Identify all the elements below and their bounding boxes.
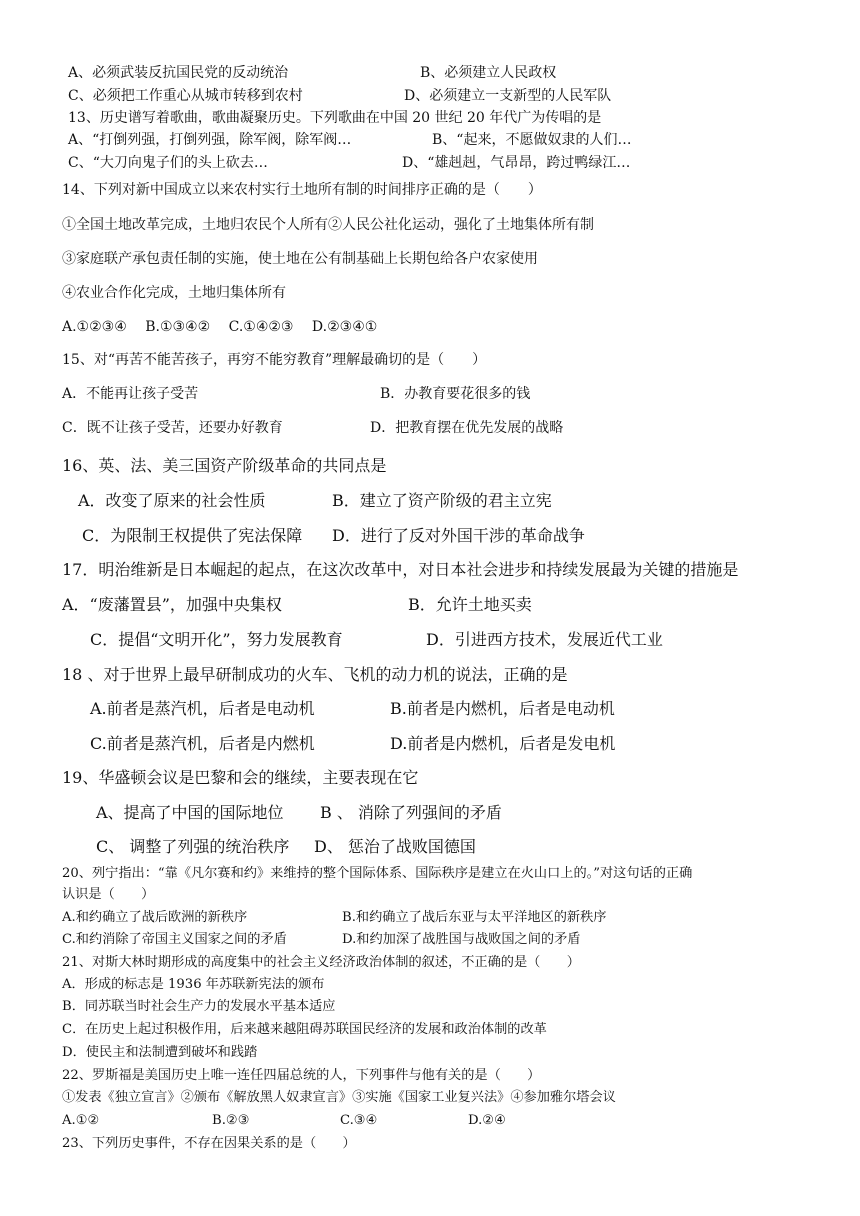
q17-stem: 17．明治维新是日本崛起的起点，在这次改革中，对日本社会进步和持续发展最为关键的措施是 — [62, 560, 739, 579]
q22-option-b: B.②③ — [212, 1113, 250, 1128]
q12-option-b: B、必须建立人民政权 — [420, 65, 557, 81]
q14-item-3: ④农业合作化完成，土地归集体所有 — [62, 285, 286, 301]
q14-item-1: ①全国土地改革完成，土地归农民个人所有②人民公社化运动，强化了土地集体所有制 — [62, 217, 594, 233]
q15-stem: 15、对“再苦不能苦孩子，再穷不能穷教育”理解最确切的是（ ） — [62, 352, 487, 368]
q15-option-a: A．不能再让孩子受苦 — [62, 386, 199, 402]
q13-stem: 13、历史谱写着歌曲，歌曲凝聚历史。下列歌曲在中国 20 世纪 20 年代广为传唱的是 — [68, 110, 602, 126]
q18-option-d: D.前者是内燃机，后者是发电机 — [390, 734, 616, 753]
q22-option-a: A.①② — [62, 1113, 100, 1128]
q18-option-a: A.前者是蒸汽机，后者是电动机 — [90, 699, 315, 718]
q20-option-d: D.和约加深了战胜国与战败国之间的矛盾 — [342, 932, 581, 947]
q16-option-a: A．改变了原来的社会性质 — [78, 491, 266, 510]
q21-option-b: B．同苏联当时社会生产力的发展水平基本适应 — [62, 999, 336, 1014]
q21-option-a: A．形成的标志是 1936 年苏联新宪法的颁布 — [62, 977, 325, 992]
q17-option-b: B．允许土地买卖 — [408, 595, 532, 614]
q19-option-b: B 、 消除了列强间的矛盾 — [320, 803, 502, 822]
q20-option-a: A.和约确立了战后欧洲的新秩序 — [62, 910, 248, 925]
q20-stem-line-1: 20、列宁指出：“靠《凡尔赛和约》来维持的整个国际体系、国际秩序是建立在火山口上的。”对这句话的正确 — [62, 866, 693, 881]
q20-option-b: B.和约确立了战后东亚与太平洋地区的新秩序 — [342, 910, 607, 925]
q23-stem: 23、下列历史事件，不存在因果关系的是（ ） — [62, 1136, 356, 1151]
q13-option-a: A、“打倒列强，打倒列强，除军阀，除军阀… — [68, 132, 352, 148]
q18-option-b: B.前者是内燃机，后者是电动机 — [390, 699, 615, 718]
q16-option-c: C．为限制王权提供了宪法保障 — [82, 526, 303, 545]
q22-items: ①发表《独立宣言》②颁布《解放黑人奴隶宣言》③实施《国家工业复兴法》④参加雅尔塔会议 — [62, 1090, 616, 1105]
q22-stem: 22、罗斯福是美国历史上唯一连任四届总统的人，下列事件与他有关的是（ ） — [62, 1068, 541, 1083]
q14-stem: 14、下列对新中国成立以来农村实行土地所有制的时间排序正确的是（ ） — [62, 182, 542, 198]
q17-option-a: A．“废藩置县”，加强中央集权 — [62, 595, 282, 614]
q13-option-c: C、“大刀向鬼子们的头上砍去… — [68, 155, 268, 171]
q17-option-c: C．提倡“文明开化”，努力发展教育 — [90, 630, 343, 649]
q20-option-c: C.和约消除了帝国主义国家之间的矛盾 — [62, 932, 287, 947]
q20-stem-line-2: 认识是（ ） — [62, 887, 155, 902]
q16-option-d: D．进行了反对外国干涉的革命战争 — [332, 526, 585, 545]
q21-stem: 21、对斯大林时期形成的高度集中的社会主义经济政治体制的叙述，不正确的是（ ） — [62, 955, 580, 970]
q21-option-d: D．使民主和法制遭到破坏和践踏 — [62, 1045, 258, 1060]
q19-option-d: D、 惩治了战败国德国 — [314, 837, 476, 856]
q12-option-c: C、必须把工作重心从城市转移到农村 — [68, 88, 303, 104]
q15-option-d: D．把教育摆在优先发展的战略 — [370, 420, 564, 436]
q12-option-d: D、必须建立一支新型的人民军队 — [404, 88, 612, 104]
q18-option-c: C.前者是蒸汽机，后者是内燃机 — [90, 734, 315, 753]
q13-option-d: D、“雄赳赳，气昂昂，跨过鸭绿江… — [402, 155, 631, 171]
q21-option-c: C．在历史上起过积极作用，后来越来越阻碍苏联国民经济的发展和政治体制的改革 — [62, 1022, 547, 1037]
q22-option-d: D.②④ — [468, 1113, 506, 1128]
q12-option-a: A、必须武装反抗国民党的反动统治 — [68, 65, 289, 81]
q19-option-c: C、 调整了列强的统治秩序 — [96, 837, 290, 856]
q22-option-c: C.③④ — [340, 1113, 378, 1128]
q18-stem: 18 、对于世界上最早研制成功的火车、飞机的动力机的说法，正确的是 — [62, 665, 568, 684]
q17-option-d: D．引进西方技术，发展近代工业 — [426, 630, 663, 649]
q16-option-b: B．建立了资产阶级的君主立宪 — [332, 491, 552, 510]
q15-option-b: B．办教育要花很多的钱 — [380, 386, 531, 402]
q19-option-a: A、提高了中国的国际地位 — [96, 803, 284, 822]
q14-item-2: ③家庭联产承包责任制的实施，使土地在公有制基础上长期包给各户农家使用 — [62, 251, 538, 267]
q14-options: A.①②③④ B.①③④② C.①④②③ D.②③④① — [62, 319, 378, 335]
q16-stem: 16、英、法、美三国资产阶级革命的共同点是 — [62, 456, 387, 475]
q19-stem: 19、华盛顿会议是巴黎和会的继续，主要表现在它 — [62, 768, 419, 787]
q15-option-c: C．既不让孩子受苦，还要办好教育 — [62, 420, 283, 436]
q13-option-b: B、“起来，不愿做奴隶的人们… — [432, 132, 632, 148]
